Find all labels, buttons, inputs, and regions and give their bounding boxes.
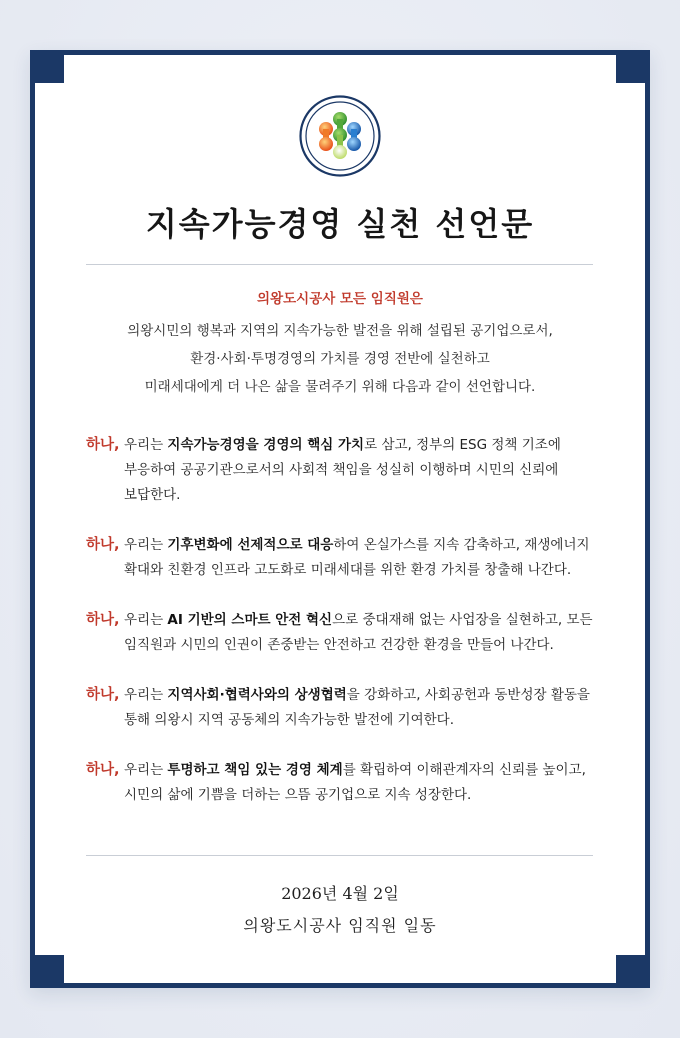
pledge-key-phrase: AI 기반의 스마트 안전 혁신: [167, 612, 333, 628]
pledge-mark: 하나,: [86, 762, 120, 778]
divider: [86, 264, 593, 265]
pledge-text-line: 통해 의왕시 지역 공동체의 지속가능한 발전에 기여한다.: [124, 712, 454, 728]
pledge-text-line: 임직원과 시민의 인권이 존중받는 안전하고 건강한 환경을 만들어 나간다.: [124, 637, 554, 653]
pledge-text-lead: 우리는: [124, 762, 168, 778]
declaration-frame: [30, 50, 650, 988]
intro-heading: 의왕도시공사 모든 임직원은: [257, 291, 423, 307]
pledge-key-phrase: 지속가능경영을 경영의 핵심 가치: [167, 437, 365, 453]
pledge-text-rest: 을 강화하고, 사회공헌과 동반성장 활동을: [346, 687, 590, 703]
pledge-text-rest: 를 확립하여 이해관계자의 신뢰를 높이고,: [342, 762, 586, 778]
pledge-text: [124, 433, 606, 508]
pledge-mark: 하나,: [86, 687, 120, 703]
intro-line: 미래세대에게 더 나은 삶을 물려주기 위해 다음과 같이 선언합니다.: [144, 379, 536, 395]
pledge-text-rest: 하여 온실가스를 지속 감축하고, 재생에너지: [333, 537, 590, 553]
pledge-text: [124, 533, 606, 583]
pledge-text-line: 부응하여 공공기관으로서의 사회적 책임을 성실히 이행하며 시민의 신뢰에: [124, 462, 559, 478]
pledge-text-lead: 우리는: [124, 612, 168, 628]
pledge-mark: 하나,: [86, 437, 120, 453]
pledge-text: [124, 608, 606, 658]
corner-ornament-bottom-left: [35, 955, 64, 983]
corner-ornament-bottom-right: [616, 955, 645, 983]
pledge-text: [124, 758, 606, 808]
pledge-key-phrase: 지역사회·협력사와의 상생협력: [167, 687, 347, 703]
intro-line: 환경·사회·투명경영의 가치를 경영 전반에 실천하고: [190, 351, 490, 367]
pledge-item: [86, 433, 606, 508]
pledge-text-lead: 우리는: [124, 537, 168, 553]
pledge-key-phrase: 기후변화에 선제적으로 대응: [167, 537, 334, 553]
pledge-text-rest: 로 삼고, 정부의 ESG 정책 기조에: [364, 437, 561, 453]
pledge-key-phrase: 투명하고 책임 있는 경영 체계: [167, 762, 343, 778]
intro-line: 의왕시민의 행복과 지역의 지속가능한 발전을 위해 설립된 공기업으로서,: [127, 323, 553, 339]
signature: 의왕도시공사 임직원 일동: [243, 916, 437, 935]
pledge-item: [86, 758, 606, 808]
corner-ornament-top-right: [616, 55, 645, 83]
pledge-text-line: 보답한다.: [124, 487, 181, 503]
pledge-text: [124, 683, 606, 733]
pledge-text-lead: 우리는: [124, 437, 168, 453]
pledge-mark: 하나,: [86, 537, 120, 553]
pledge-text-line: 시민의 삶에 기쁨을 더하는 으뜸 공기업으로 지속 성장한다.: [124, 787, 472, 803]
pledge-list: [86, 433, 606, 833]
intro-paragraph: [35, 317, 645, 401]
corner-ornament-top-left: [35, 55, 64, 83]
pledge-item: [86, 683, 606, 733]
pledge-text-lead: 우리는: [124, 687, 168, 703]
page-title: 지속가능경영 실천 선언문: [145, 205, 535, 243]
pledge-item: [86, 608, 606, 658]
pledge-item: [86, 533, 606, 583]
pledge-mark: 하나,: [86, 612, 120, 628]
divider: [86, 855, 593, 856]
pledge-text-rest: 으로 중대재해 없는 사업장을 실현하고, 모든: [332, 612, 593, 628]
corporate-emblem-icon: [299, 95, 381, 177]
declaration-date: 2026년 4월 2일: [281, 884, 399, 903]
pledge-text-line: 확대와 친환경 인프라 고도화로 미래세대를 위한 환경 가치를 창출해 나간다.: [124, 562, 572, 578]
